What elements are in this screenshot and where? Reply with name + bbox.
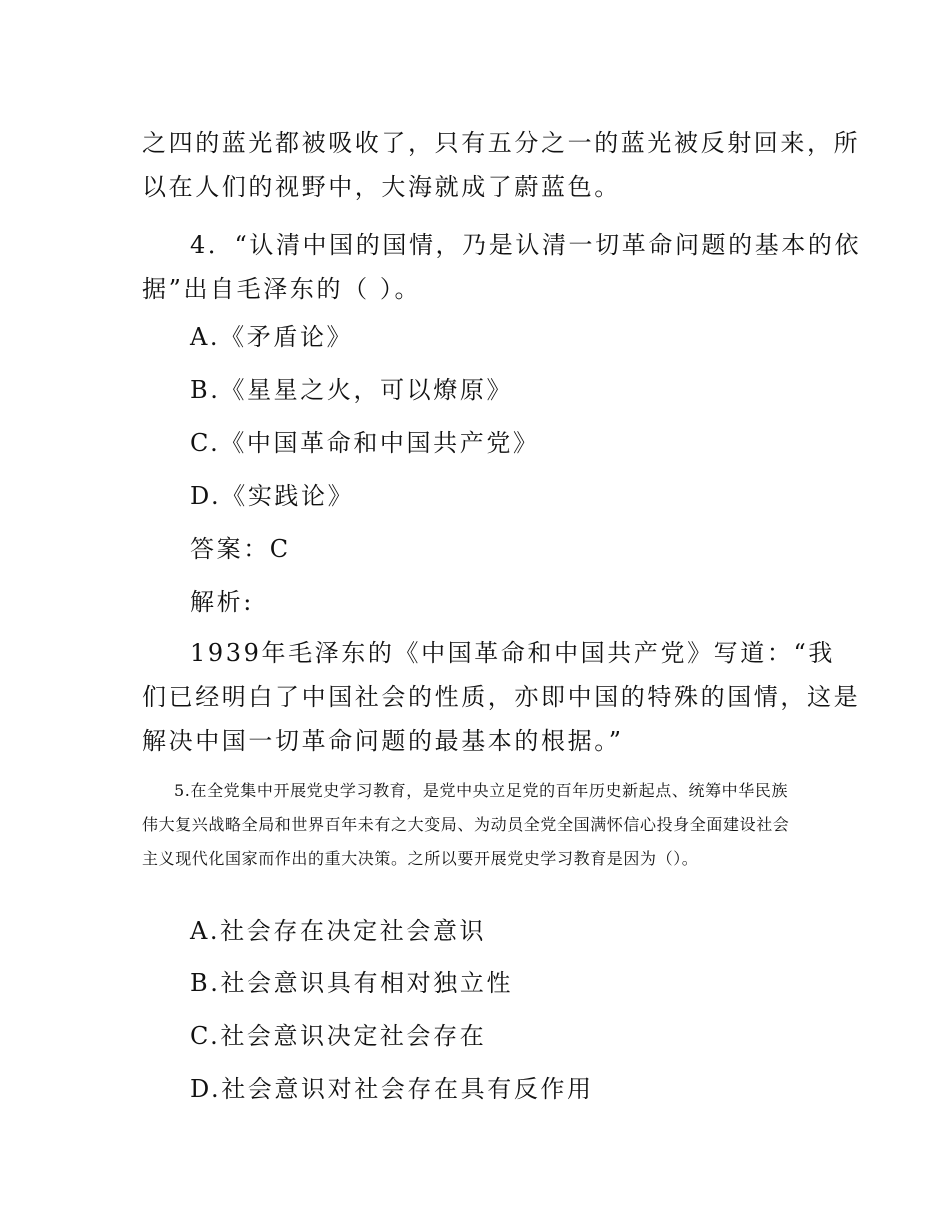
q4-option-c: C.《中国革命和中国共产党》 (190, 429, 540, 457)
q4-stem-line-1: 4．“认清中国的国情，乃是认清一切革命问题的基本的依 (190, 231, 862, 259)
q3-text-line-2: 以在人们的视野中，大海就成了蔚蓝色。 (142, 173, 621, 201)
q4-analysis-label: 解析: (190, 588, 254, 616)
q3-text-line-1: 之四的蓝光都被吸收了，只有五分之一的蓝光被反射回来，所 (142, 129, 861, 157)
q5-option-d: D.社会意识对社会存在具有反作用 (190, 1075, 594, 1103)
q4-answer: 答案：C (190, 535, 291, 563)
q4-analysis-line-2: 们已经明白了中国社会的性质，亦即中国的特殊的国情，这是 (142, 683, 861, 711)
q4-option-d: D.《实践论》 (190, 482, 355, 510)
q5-stem-line-2: 伟大复兴战略全局和世界百年未有之大变局、为动员全党全国满怀信心投身全面建设社会 (142, 815, 790, 834)
q4-stem-line-2: 据”出自毛泽东的（ ）。 (142, 275, 422, 303)
q5-option-c: C.社会意识决定社会存在 (190, 1022, 487, 1050)
q4-analysis-line-3: 解决中国一切革命问题的最基本的根据。” (142, 727, 624, 755)
q5-option-a: A.社会存在决定社会意识 (190, 917, 487, 945)
q4-option-b: B.《星星之火，可以燎原》 (190, 376, 514, 404)
q5-stem-line-3: 主义现代化国家而作出的重大决策。之所以要开展党史学习教育是因为（）。 (142, 849, 699, 868)
q4-option-a: A.《矛盾论》 (190, 323, 354, 351)
q5-stem-line-1: 5.在全党集中开展党史学习教育，是党中央立足党的百年历史新起点、统筹中华民族 (174, 781, 789, 800)
q5-option-b: B.社会意识具有相对独立性 (190, 969, 514, 997)
q4-analysis-line-1: 1939年毛泽东的《中国革命和中国共产党》写道：“我 (190, 639, 835, 667)
